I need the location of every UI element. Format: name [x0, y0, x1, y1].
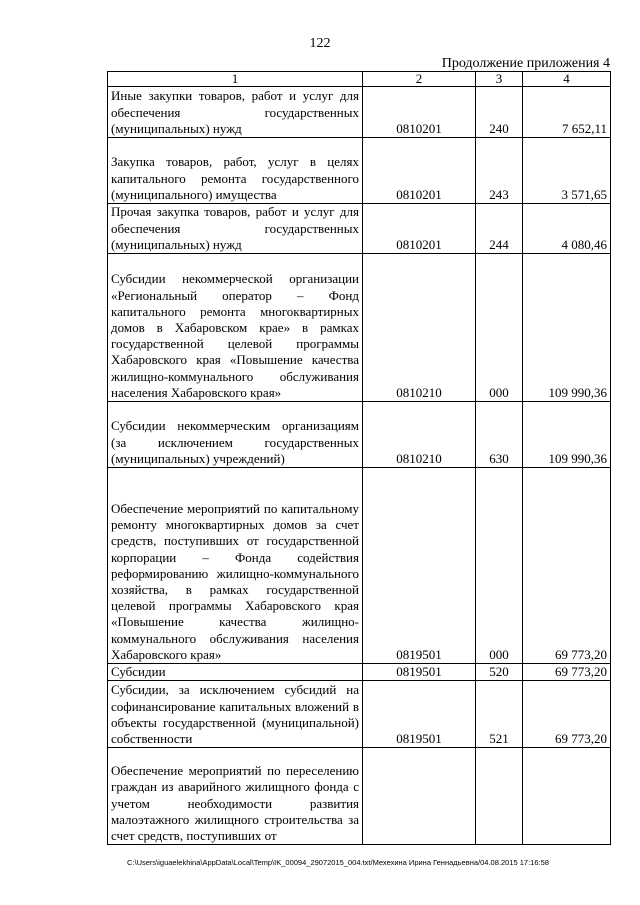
header-col-4: 4: [523, 72, 611, 87]
row-amount: 3 571,65: [523, 138, 611, 204]
row-expense-kind: 520: [476, 664, 523, 681]
row-target-code: 0819501: [363, 664, 476, 681]
table-row: [108, 402, 611, 468]
row-target-code: 0810210: [363, 254, 476, 402]
table-row: [108, 468, 611, 664]
row-name: Иные закупки товаров, работ и услуг для обеспечения государственных (муниципальных) нужд: [108, 87, 363, 138]
row-expense-kind: [476, 748, 523, 845]
row-expense-kind: 000: [476, 254, 523, 402]
header-col-2: 2: [363, 72, 476, 87]
row-amount: 109 990,36: [523, 254, 611, 402]
row-name: Обеспечение мероприятий по капитальному ремонту многоквартирных домов за счет средств, поступивших от государственной корпорации – Фонда содействия реформированию жилищно-коммунального хозяйства, в рамках государственной целевой программы Хабаровского края «Повышение качества жилищно-коммунального обслуживания населения Хабаровского края»: [108, 468, 363, 664]
row-target-code: 0810210: [363, 402, 476, 468]
table-row: [108, 681, 611, 748]
row-name: Субсидии некоммерческим организациям (за исключением государственных (муниципальных) учреждений): [108, 402, 363, 468]
row-name: Субсидии, за исключением субсидий на софинансирование капитальных вложений в объекты государственной (муниципальной) собственности: [108, 681, 363, 748]
row-expense-kind: 521: [476, 681, 523, 748]
footer-file-path: C:\Users\iguaelekhina\AppData\Local\Temp\IK_00094_29072015_004.txt/Мехехина Ирина Геннадьевна/04.08.2015 17:16:58: [127, 858, 549, 867]
table-row: [108, 748, 611, 845]
header-col-1: 1: [108, 72, 363, 87]
row-expense-kind: 243: [476, 138, 523, 204]
row-amount: 69 773,20: [523, 468, 611, 664]
table-row: [108, 87, 611, 138]
row-target-code: 0810201: [363, 138, 476, 204]
row-target-code: 0810201: [363, 204, 476, 254]
row-name: Субсидии некоммерческой организации «Региональный оператор – Фонд капитального ремонта многоквартирных домов в Хабаровском крае» в рамках государственной целевой программы Хабаровского края «Повышение качества жилищно-коммунального обслуживания населения Хабаровского края»: [108, 254, 363, 402]
row-amount: [523, 748, 611, 845]
row-expense-kind: 000: [476, 468, 523, 664]
table-row: [108, 204, 611, 254]
table-row: [108, 254, 611, 402]
continuation-label: Продолжение приложения 4: [441, 56, 610, 71]
row-name: Прочая закупка товаров, работ и услуг для обеспечения государственных (муниципальных) нужд: [108, 204, 363, 254]
row-expense-kind: 244: [476, 204, 523, 254]
budget-table: [107, 71, 611, 845]
table-row: [108, 664, 611, 681]
header-col-3: 3: [476, 72, 523, 87]
row-target-code: [363, 748, 476, 845]
row-name: Обеспечение мероприятий по переселению граждан из аварийного жилищного фонда с учетом необходимости развития малоэтажного жилищного строительства за счет средств, поступивших от: [108, 748, 363, 845]
row-amount: 109 990,36: [523, 402, 611, 468]
row-amount: 69 773,20: [523, 681, 611, 748]
row-target-code: 0810201: [363, 87, 476, 138]
page-number: 122: [309, 36, 331, 51]
row-expense-kind: 240: [476, 87, 523, 138]
row-name: Закупка товаров, работ, услуг в целях капитального ремонта государственного (муниципального) имущества: [108, 138, 363, 204]
row-amount: 4 080,46: [523, 204, 611, 254]
row-amount: 69 773,20: [523, 664, 611, 681]
row-expense-kind: 630: [476, 402, 523, 468]
row-name: Субсидии: [108, 664, 363, 681]
row-target-code: 0819501: [363, 681, 476, 748]
table-header-row: [108, 72, 611, 87]
table-row: [108, 138, 611, 204]
row-amount: 7 652,11: [523, 87, 611, 138]
row-target-code: 0819501: [363, 468, 476, 664]
